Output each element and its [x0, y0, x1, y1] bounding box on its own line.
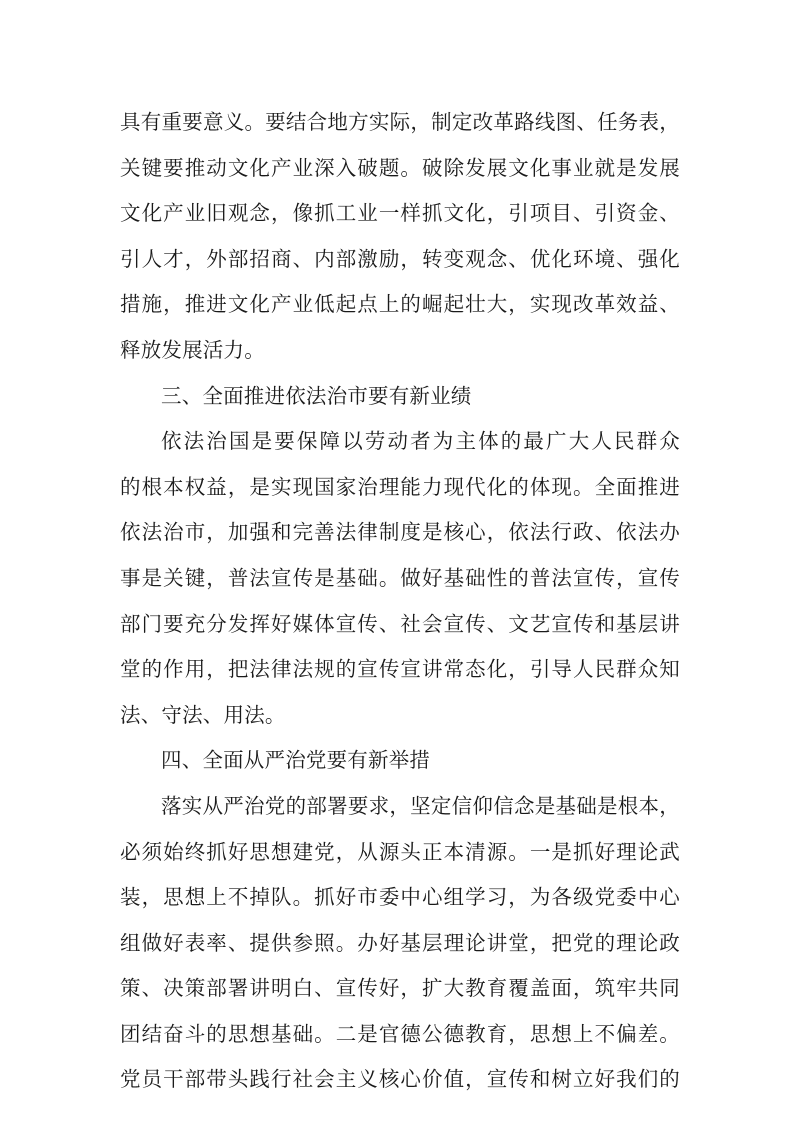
- paragraph-first-line: 落实从严治党的部署要求，坚定信仰信念是基础是根本，: [161, 793, 680, 818]
- text-line: 党员干部带头践行社会主义核心价值，宣传和树立好我们的: [120, 1067, 680, 1092]
- text-line: 部门要充分发挥好媒体宣传、社会宣传、文艺宣传和基层讲: [120, 611, 680, 636]
- text-line: 释放发展活力。: [120, 337, 265, 362]
- paragraph-first-line: 依法治国是要保障以劳动者为主体的最广大人民群众: [161, 429, 680, 454]
- text-line: 必须始终抓好思想建党，从源头正本清源。一是抓好理论武: [120, 839, 680, 864]
- text-line: 依法治市，加强和完善法律制度是核心，依法行政、依法办: [120, 520, 680, 545]
- text-line: 团结奋斗的思想基础。二是官德公德教育，思想上不偏差。: [120, 1021, 680, 1046]
- text-line: 关键要推动文化产业深入破题。破除发展文化事业就是发展: [120, 155, 680, 180]
- text-line: 装，思想上不掉队。抓好市委中心组学习，为各级党委中心: [120, 885, 680, 910]
- text-line: 策、决策部署讲明白、宣传好，扩大教育覆盖面，筑牢共同: [120, 976, 680, 1001]
- text-line: 事是关键，普法宣传是基础。做好基础性的普法宣传，宣传: [120, 565, 680, 590]
- text-line: 组做好表率、提供参照。办好基层理论讲堂，把党的理论政: [120, 930, 680, 955]
- section-heading: 四、全面从严治党要有新举措: [161, 748, 431, 773]
- section-heading: 三、全面推进依法治市要有新业绩: [161, 383, 472, 408]
- text-line: 措施，推进文化产业低起点上的崛起壮大，实现改革效益、: [120, 292, 680, 317]
- text-line: 文化产业旧观念，像抓工业一样抓文化，引项目、引资金、: [120, 201, 680, 226]
- document-body: [120, 100, 680, 1103]
- text-line: 引人才，外部招商、内部激励，转变观念、优化环境、强化: [120, 246, 680, 271]
- text-line: 具有重要意义。要结合地方实际，制定改革路线图、任务表，: [120, 110, 680, 134]
- text-line: 的根本权益，是实现国家治理能力现代化的体现。全面推进: [120, 474, 680, 499]
- text-line: 法、守法、用法。: [120, 702, 286, 727]
- text-line: 堂的作用，把法律法规的宣传宣讲常态化，引导人民群众知: [120, 657, 680, 682]
